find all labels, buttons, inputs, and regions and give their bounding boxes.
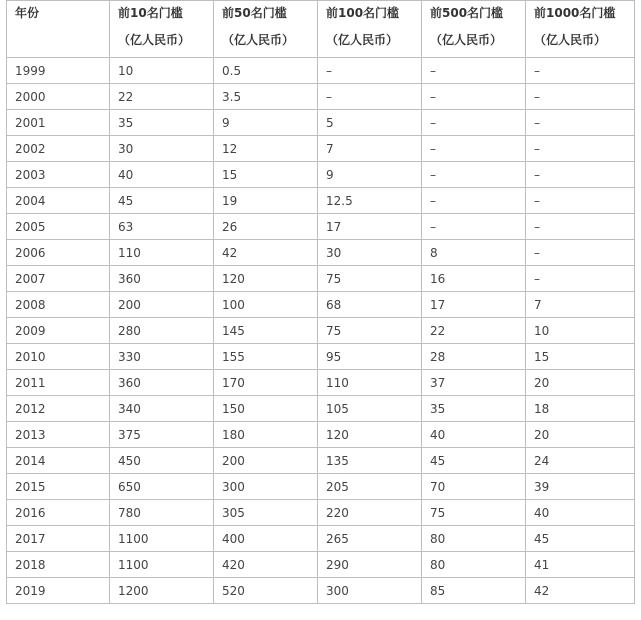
threshold-cell: 12 [214,136,318,162]
column-header-4 [422,1,526,58]
threshold-cell: – [422,214,526,240]
threshold-cell: 8 [422,240,526,266]
threshold-cell: 300 [214,474,318,500]
threshold-cell: 41 [526,552,635,578]
threshold-cell: 400 [214,526,318,552]
threshold-cell: 110 [318,370,422,396]
threshold-cell: 75 [318,266,422,292]
threshold-cell: 135 [318,448,422,474]
threshold-cell: 330 [110,344,214,370]
threshold-cell: 120 [318,422,422,448]
threshold-cell: 375 [110,422,214,448]
column-header-title: 前500名门槛 [430,6,504,20]
column-header-unit: （亿人民币） [118,33,191,47]
threshold-cell: 26 [214,214,318,240]
threshold-cell: 40 [110,162,214,188]
threshold-cell: 63 [110,214,214,240]
table-row [7,526,635,552]
year-cell: 2013 [7,422,110,448]
threshold-cell: 10 [110,58,214,84]
threshold-cell: 12.5 [318,188,422,214]
column-header-title: 年份 [15,6,40,20]
threshold-cell: 20 [526,422,635,448]
threshold-cell: 120 [214,266,318,292]
threshold-cell: – [526,110,635,136]
threshold-cell: 15 [526,344,635,370]
threshold-cell: 0.5 [214,58,318,84]
threshold-cell: 5 [318,110,422,136]
table-row [7,552,635,578]
threshold-cell: 420 [214,552,318,578]
threshold-cell: – [422,110,526,136]
threshold-cell: 17 [318,214,422,240]
threshold-cell: 9 [214,110,318,136]
year-cell: 2001 [7,110,110,136]
year-cell: 2015 [7,474,110,500]
threshold-cell: 780 [110,500,214,526]
year-cell: 2016 [7,500,110,526]
table-row [7,58,635,84]
year-cell: 2004 [7,188,110,214]
threshold-table-container [6,0,635,604]
threshold-cell: 7 [318,136,422,162]
table-row [7,500,635,526]
threshold-cell: – [422,188,526,214]
threshold-cell: 35 [422,396,526,422]
threshold-cell: 45 [526,526,635,552]
table-row [7,266,635,292]
year-cell: 2010 [7,344,110,370]
column-header-2 [214,1,318,58]
table-row [7,110,635,136]
table-row [7,214,635,240]
threshold-cell: – [318,58,422,84]
year-cell: 2014 [7,448,110,474]
column-header-unit: （亿人民币） [534,33,607,47]
year-cell: 2012 [7,396,110,422]
threshold-cell: 1100 [110,552,214,578]
threshold-cell: 145 [214,318,318,344]
threshold-cell: 180 [214,422,318,448]
threshold-cell: 80 [422,526,526,552]
threshold-cell: – [526,58,635,84]
table-row [7,84,635,110]
table-row [7,136,635,162]
year-cell: 2008 [7,292,110,318]
table-row [7,370,635,396]
threshold-cell: 200 [214,448,318,474]
threshold-cell: 19 [214,188,318,214]
threshold-cell: 40 [422,422,526,448]
threshold-cell: 42 [214,240,318,266]
column-header-title: 前1000名门槛 [534,6,616,20]
column-header-title: 前100名门槛 [326,6,400,20]
threshold-cell: 30 [318,240,422,266]
threshold-cell: 150 [214,396,318,422]
threshold-cell: 265 [318,526,422,552]
threshold-cell: 39 [526,474,635,500]
threshold-cell: 85 [422,578,526,604]
column-header-unit: （亿人民币） [430,33,503,47]
column-header-title: 前50名门槛 [222,6,287,20]
year-cell: 1999 [7,58,110,84]
threshold-cell: 68 [318,292,422,318]
threshold-cell: 22 [110,84,214,110]
year-cell: 2011 [7,370,110,396]
threshold-cell: 650 [110,474,214,500]
threshold-cell: 1100 [110,526,214,552]
threshold-cell: 40 [526,500,635,526]
column-header-title: 前10名门槛 [118,6,183,20]
threshold-cell: 9 [318,162,422,188]
column-header-1 [110,1,214,58]
threshold-cell: 360 [110,370,214,396]
threshold-cell: – [526,214,635,240]
threshold-cell: 220 [318,500,422,526]
threshold-cell: – [526,188,635,214]
threshold-cell: – [422,84,526,110]
table-row [7,422,635,448]
table-row [7,162,635,188]
threshold-cell: – [422,58,526,84]
threshold-cell: 280 [110,318,214,344]
year-cell: 2017 [7,526,110,552]
year-cell: 2009 [7,318,110,344]
year-cell: 2003 [7,162,110,188]
table-row [7,188,635,214]
threshold-cell: 28 [422,344,526,370]
threshold-cell: – [526,266,635,292]
table-row [7,474,635,500]
threshold-cell: 24 [526,448,635,474]
threshold-cell: 100 [214,292,318,318]
threshold-cell: 45 [422,448,526,474]
threshold-cell: 75 [422,500,526,526]
table-row [7,578,635,604]
threshold-cell: 17 [422,292,526,318]
threshold-cell: 30 [110,136,214,162]
threshold-cell: 1200 [110,578,214,604]
threshold-cell: 290 [318,552,422,578]
threshold-cell: 16 [422,266,526,292]
threshold-cell: 35 [110,110,214,136]
threshold-cell: 95 [318,344,422,370]
threshold-cell: 15 [214,162,318,188]
header-row [7,1,635,58]
table-header [7,1,635,58]
year-cell: 2002 [7,136,110,162]
threshold-cell: 45 [110,188,214,214]
threshold-cell: 105 [318,396,422,422]
threshold-cell: 20 [526,370,635,396]
threshold-cell: – [526,240,635,266]
threshold-cell: 22 [422,318,526,344]
year-cell: 2000 [7,84,110,110]
table-body [7,58,635,604]
threshold-cell: 155 [214,344,318,370]
threshold-cell: – [422,136,526,162]
threshold-cell: – [526,136,635,162]
year-cell: 2018 [7,552,110,578]
year-cell: 2019 [7,578,110,604]
threshold-cell: 80 [422,552,526,578]
threshold-cell: 200 [110,292,214,318]
threshold-cell: – [422,162,526,188]
threshold-cell: – [318,84,422,110]
column-header-unit: （亿人民币） [326,33,399,47]
column-header-5 [526,1,635,58]
threshold-cell: 205 [318,474,422,500]
threshold-cell: 18 [526,396,635,422]
threshold-cell: 170 [214,370,318,396]
year-cell: 2006 [7,240,110,266]
threshold-cell: 37 [422,370,526,396]
threshold-table [6,0,635,604]
column-header-0 [7,1,110,58]
table-row [7,318,635,344]
table-row [7,448,635,474]
threshold-cell: 10 [526,318,635,344]
year-cell: 2007 [7,266,110,292]
table-row [7,292,635,318]
threshold-cell: 7 [526,292,635,318]
table-row [7,396,635,422]
threshold-cell: 3.5 [214,84,318,110]
threshold-cell: – [526,84,635,110]
threshold-cell: 520 [214,578,318,604]
threshold-cell: 110 [110,240,214,266]
threshold-cell: 450 [110,448,214,474]
threshold-cell: 340 [110,396,214,422]
threshold-cell: 75 [318,318,422,344]
threshold-cell: 300 [318,578,422,604]
table-row [7,240,635,266]
threshold-cell: 360 [110,266,214,292]
table-row [7,344,635,370]
threshold-cell: 42 [526,578,635,604]
threshold-cell: 305 [214,500,318,526]
column-header-unit: （亿人民币） [222,33,295,47]
column-header-3 [318,1,422,58]
year-cell: 2005 [7,214,110,240]
threshold-cell: – [526,162,635,188]
threshold-cell: 70 [422,474,526,500]
